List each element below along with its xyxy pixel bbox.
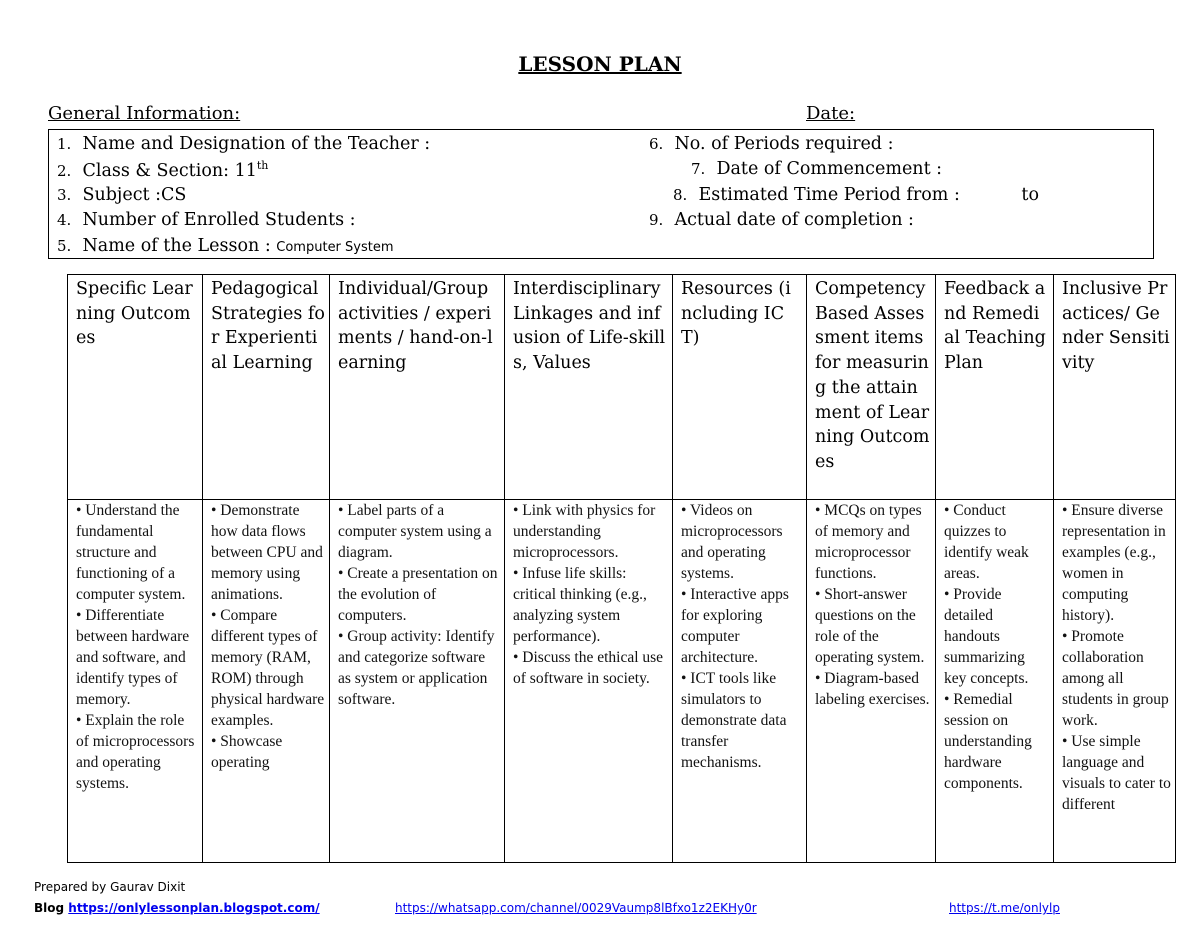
cell-bullet: • ICT tools like simulators to demonstrate data transfer mechanisms. (681, 670, 787, 771)
telegram-line (949, 901, 1060, 915)
cell-bullet: • Infuse life skills: critical thinking (e.g., analyzing system performance). (513, 565, 647, 645)
blog-line (34, 901, 320, 915)
header-resources: Resources (including ICT) (673, 275, 807, 500)
cell-bullet: • Showcase operating (211, 733, 283, 771)
lesson-name-value: Computer System (276, 240, 394, 255)
cell-bullet: • Demonstrate how data flows between CPU and memory using animations. (211, 502, 323, 603)
cell-bullet: • Group activity: Identify and categorize software as system or application software. (338, 628, 495, 708)
cell-bullet: • Remedial session on understanding hardware components. (944, 691, 1032, 792)
header-assessment: Competency Based Assessment items for measuring the attainment of Learning Outcomes (807, 275, 936, 500)
cell-bullet: • Compare different types of memory (RAM, ROM) through physical hardware examples. (211, 607, 325, 729)
table-cell (68, 500, 203, 863)
general-information-box (48, 129, 1154, 259)
cell-bullet: • Discuss the ethical use of software in society. (513, 649, 664, 687)
info-item-lesson: 5. Name of the Lesson : Computer System (57, 236, 394, 256)
cell-bullet: • Provide detailed handouts summarizing key concepts. (944, 586, 1029, 687)
cell-bullet: • Explain the role of microprocessors and operating systems. (76, 712, 195, 792)
header-pedagogical-strategies: Pedagogical Strategies for Experiential Learning (203, 275, 330, 500)
cell-bullet: • Label parts of a computer system using a diagram. (338, 502, 492, 561)
info-item-teacher: 1. Name and Designation of the Teacher : (57, 134, 431, 154)
info-item-enrolled: 4. Number of Enrolled Students : (57, 210, 356, 230)
header-learning-outcomes: Specific Learning Outcomes (68, 275, 203, 500)
table-cell (673, 500, 807, 863)
info-item-class: 2. Class & Section: 11th (57, 159, 269, 181)
cell-bullet: • Create a presentation on the evolution of computers. (338, 565, 498, 624)
date-label: Date: (806, 103, 856, 124)
cell-bullet: • Use simple language and visuals to cater to different (1062, 733, 1171, 813)
subject-value: CS (161, 185, 187, 205)
info-item-commencement: 7. Date of Commencement : (691, 159, 943, 179)
table-cell (203, 500, 330, 863)
header-activities: Individual/Group activities / experiments / hand-on-learning (330, 275, 505, 500)
cell-bullet: • Ensure diverse representation in examples (e.g., women in computing history). (1062, 502, 1166, 624)
blog-link[interactable]: https://onlylessonplan.blogspot.com/ (68, 901, 320, 915)
whatsapp-line (395, 901, 757, 915)
info-item-time-period: 8. Estimated Time Period from : to (673, 185, 1039, 205)
header-feedback: Feedback and Remedial Teaching Plan (936, 275, 1054, 500)
cell-bullet: • Conduct quizzes to identify weak areas. (944, 502, 1029, 582)
info-item-subject: 3. Subject :CS (57, 185, 187, 205)
table-cell (330, 500, 505, 863)
table-cell (936, 500, 1054, 863)
cell-bullet: • MCQs on types of memory and microprocessor functions. (815, 502, 922, 582)
lesson-plan-table (67, 274, 1176, 863)
cell-bullet: • Understand the fundamental structure and functioning of a computer system. (76, 502, 186, 603)
general-information-label: General Information: (48, 103, 241, 124)
cell-bullet: • Link with physics for understanding microprocessors. (513, 502, 656, 561)
info-item-periods: 6. No. of Periods required : (649, 134, 894, 154)
prepared-by: Prepared by Gaurav Dixit (34, 880, 186, 894)
telegram-link[interactable]: https://t.me/onlylp (949, 901, 1060, 915)
info-item-completion: 9. Actual date of completion : (649, 210, 914, 230)
header-inclusive-practices: Inclusive Practices/ Gender Sensitivity (1054, 275, 1176, 500)
table-cell (1054, 500, 1176, 863)
table-row (68, 500, 1176, 863)
cell-bullet: • Short-answer questions on the role of the operating system. (815, 586, 925, 666)
blog-label: Blog (34, 901, 69, 915)
page-title: LESSON PLAN (518, 52, 682, 76)
table-header-row (68, 275, 1176, 500)
cell-bullet: • Interactive apps for exploring computer architecture. (681, 586, 789, 666)
to-label: to (1021, 185, 1039, 205)
table-cell (505, 500, 673, 863)
whatsapp-link[interactable]: https://whatsapp.com/channel/0029Vaump8lBfxo1z2EKHy0r (395, 901, 757, 915)
header-interdisciplinary: Interdisciplinary Linkages and infusion of Life-skills, Values (505, 275, 673, 500)
table-cell (807, 500, 936, 863)
cell-bullet: • Videos on microprocessors and operating systems. (681, 502, 783, 582)
cell-bullet: • Diagram-based labeling exercises. (815, 670, 930, 708)
cell-bullet: • Promote collaboration among all students in group work. (1062, 628, 1169, 729)
cell-bullet: • Differentiate between hardware and software, and identify types of memory. (76, 607, 190, 708)
